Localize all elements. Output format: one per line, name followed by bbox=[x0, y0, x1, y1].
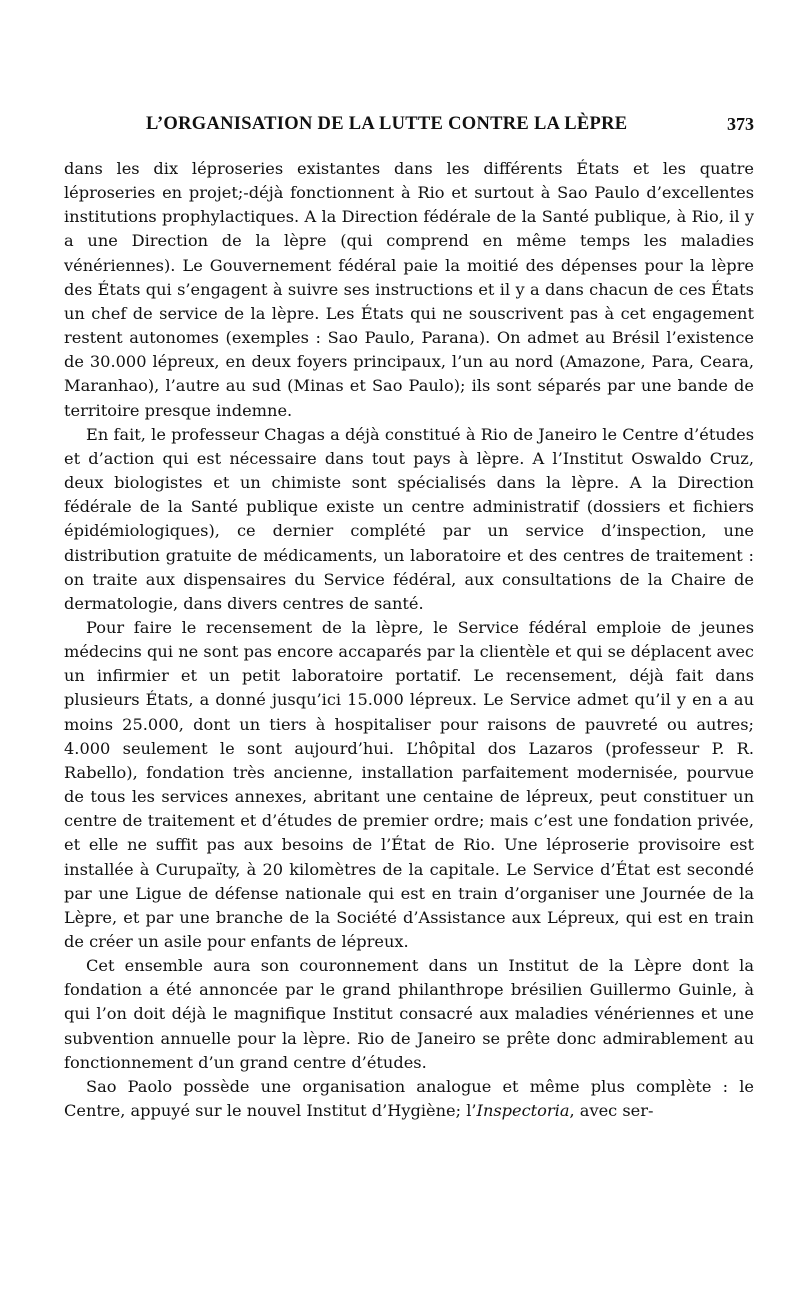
paragraph-4: Cet ensemble aura son couronnement dans un Institut de la Lèpre dont la fondation a été annoncée par le grand philanthrope brésilien Guillermo Guinle, à qui l’on doit déjà le magnifique Institut consacré aux maladies vénériennes et une subvention annuelle pour la lèpre. Rio de Janeiro se prête donc admirablement au fonctionnement d’un grand centre d’études. bbox=[64, 956, 754, 1072]
paragraph-5-text-a: Sao Paolo possède une organisation analogue et même plus complète : le Centre, appuyé sur le nouvel Institut d’Hygiène; l’ bbox=[64, 1076, 754, 1121]
paragraph-1: dans les dix léproseries existantes dans les différents États et les quatre léproseries en projet;-déjà fonctionnent à Rio et surtout à Sao Paulo d’excellentes institutions prophylactiques. A la Direction fédérale de la Santé publique, à Rio, il y a une Direction de la lèpre (qui comprend en même temps les maladies vénériennes). Le Gouvernement fédéral paie la moitié des dépenses pour la lèpre des États qui s’engagent à suivre ses instructions et il y a dans chacun de ces États un chef de service de la lèpre. Les États qui ne souscrivent pas à cet engagement restent autonomes (exemples : Sao Paulo, Parana). On admet au Brésil l’existence de 30.000 lépreux, en deux foyers principaux, l’un au nord (Amazone, Para, Ceara, Maranhao), l’autre au sud (Minas et Sao Paulo); ils sont séparés par une bande de territoire presque indemne. bbox=[64, 159, 754, 420]
inspectoria-italic: Inspectoria bbox=[476, 1101, 570, 1121]
running-title: L’ORGANISATION DE LA LUTTE CONTRE LA LÈPRE bbox=[146, 114, 628, 134]
body-text bbox=[64, 157, 754, 1123]
page-number: 373 bbox=[727, 114, 754, 134]
paragraph-3: Pour faire le recensement de la lèpre, le Service fédéral emploie de jeunes médecins qui ne sont pas encore accaparés par la clientèle et qui se déplacent avec un infirmier et un petit laboratoire portatif. Le recensement, déjà fait dans plusieurs États, a donné jusqu’ici 15.000 lépreux. Le Service admet qu’il y en a au moins 25.000, dont un tiers à hospitaliser pour raisons de pauvreté ou autres; 4.000 seulement le sont aujourd’hui. L’hôpital dos Lazaros (professeur P. R. Rabello), fondation très ancienne, installation parfaitement modernisée, pourvue de tous les services annexes, abritant une centaine de lépreux, peut constituer un centre de traitement et d’études de premier ordre; mais c’est une fondation privée, et elle ne suffit pas aux besoins de l’État de Rio. Une léproserie provisoire est installée à Curupaïty, à 20 kilomètres de la capitale. Le Service d’État est secondé par une Ligue de défense nationale qui est en train d’organiser une Journée de la Lèpre, et par une branche de la Société d’Assistance aux Lépreux, qui est en train de créer un asile pour enfants de lépreux. bbox=[64, 617, 754, 951]
paragraph-5 bbox=[64, 1075, 754, 1123]
running-head bbox=[64, 114, 754, 140]
paragraph-5-text-b: , avec ser- bbox=[569, 1101, 654, 1121]
paragraph-2: En fait, le professeur Chagas a déjà constitué à Rio de Janeiro le Centre d’études et d’action qui est nécessaire dans tout pays à lèpre. A l’Institut Oswaldo Cruz, deux biologistes et un chimiste sont spécialisés dans la lèpre. A la Direction fédérale de la Santé publique existe un centre administratif (dossiers et fichiers épidémiologiques), ce dernier complété par un service d’inspection, une distribution gratuite de médicaments, un laboratoire et des centres de traitement : on traite aux dispensaires du Service fédéral, aux consultations de la Chaire de dermatologie, dans divers centres de santé. bbox=[64, 424, 754, 613]
